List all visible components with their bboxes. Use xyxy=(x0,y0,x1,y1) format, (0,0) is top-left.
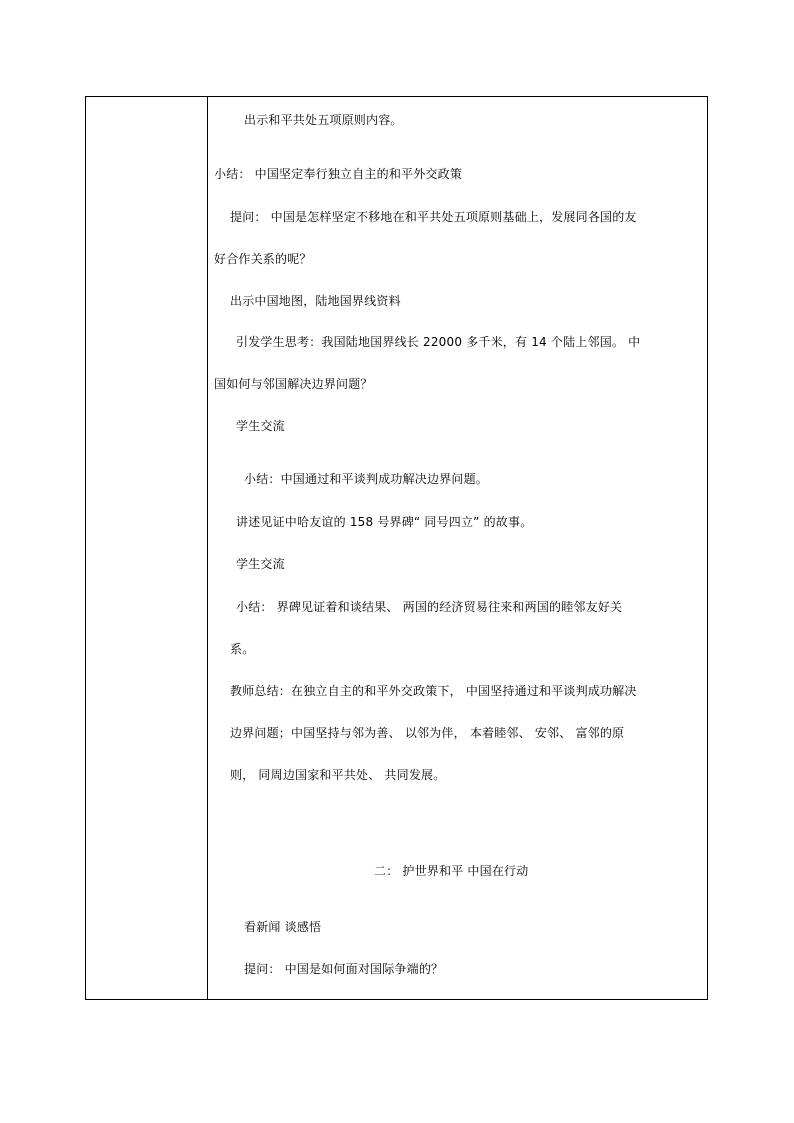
content-column-cell xyxy=(208,97,707,999)
text-line-15: 边界问题；中国坚持与邻为善、 以邻为伴， 本着睦邻、 安邻、 富邻的原 xyxy=(230,726,625,740)
text-line-19: 提问： 中国是如何面对国际争端的？ xyxy=(244,962,444,976)
text-line-7: 国如何与邻国解决边界问题？ xyxy=(214,377,373,391)
text-line-8: 学生交流 xyxy=(236,419,285,433)
text-line-9: 小结：中国通过和平谈判成功解决边界问题。 xyxy=(244,472,489,486)
text-line-2: 小结： 中国坚定奉行独立自主的和平外交政策 xyxy=(214,167,463,181)
text-line-16: 则， 同周边国家和平共处、 共同发展。 xyxy=(230,768,446,782)
text-line-6: 引发学生思考：我国陆地国界线长 22000 多千米，有 14 个陆上邻国。 中 xyxy=(236,335,641,349)
text-line-1: 出示和平共处五项原则内容。 xyxy=(244,113,403,127)
lesson-table xyxy=(85,96,708,1000)
text-line-18: 看新闻 谈感悟 xyxy=(244,920,322,934)
text-line-12: 小结： 界碑见证着和谈结果、 两国的经济贸易往来和两国的睦邻友好关 xyxy=(236,600,623,614)
text-line-5: 出示中国地图，陆地国界线资料 xyxy=(230,294,401,308)
text-line-10: 讲述见证中哈友谊的 158 号界碑“ 同号四立” 的故事。 xyxy=(236,515,533,529)
section-heading: 二： 护世界和平 中国在行动 xyxy=(374,864,529,878)
left-column-cell xyxy=(86,97,207,999)
text-line-13: 系。 xyxy=(230,642,255,656)
text-line-4: 好合作关系的呢？ xyxy=(214,252,312,266)
text-line-14: 教师总结：在独立自主的和平外交政策下， 中国坚持通过和平谈判成功解决 xyxy=(230,684,637,698)
text-line-3: 提问： 中国是怎样坚定不移地在和平共处五项原则基础上，发展同各国的友 xyxy=(230,210,637,224)
text-line-11: 学生交流 xyxy=(236,557,285,571)
